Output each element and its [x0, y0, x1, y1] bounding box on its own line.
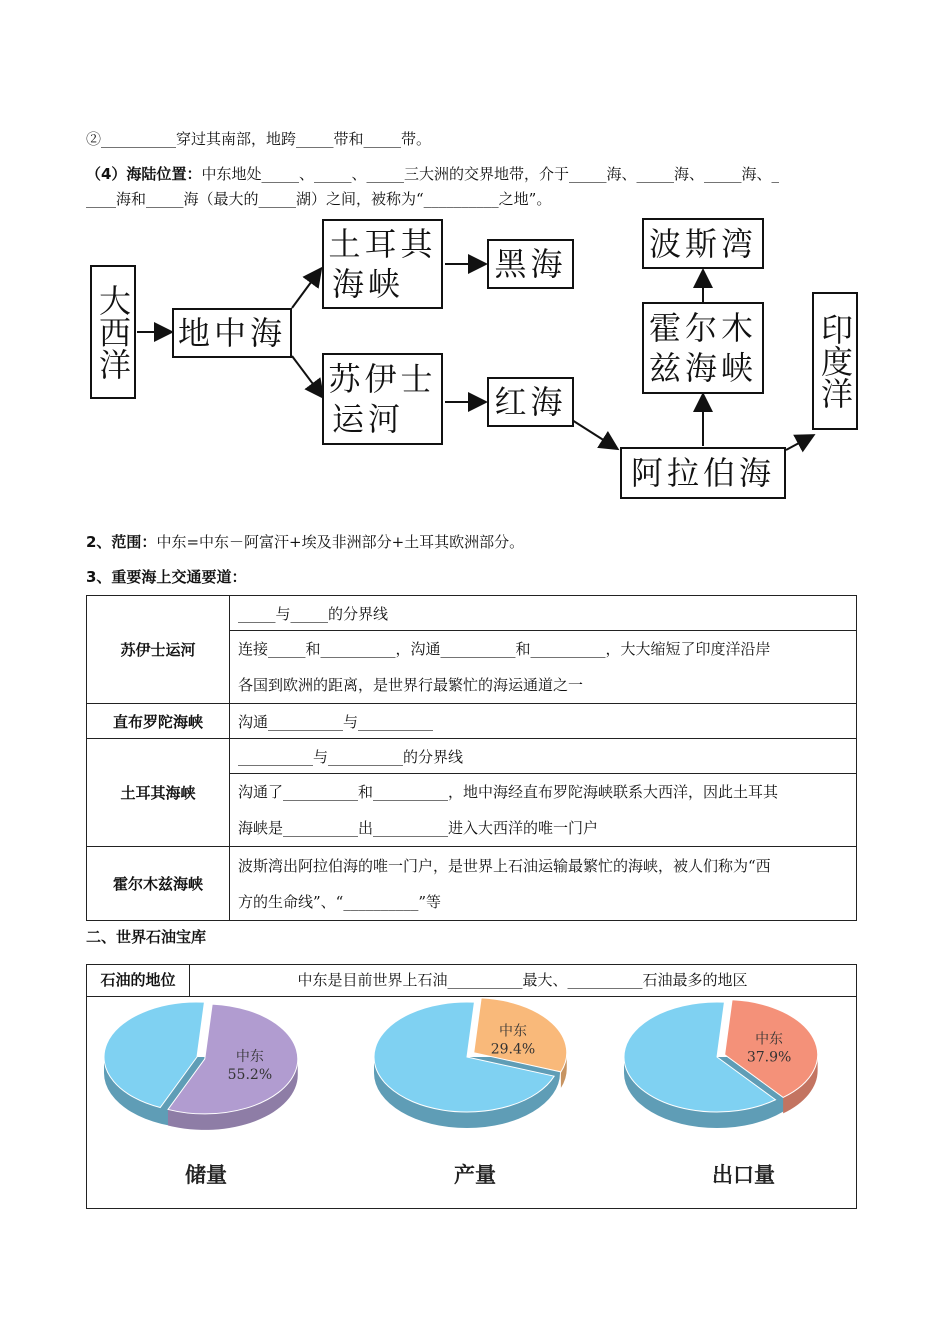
line-scope — [86, 531, 524, 552]
scope-label: 2、范围： — [86, 533, 157, 551]
pie-title-exports: 出口量 — [712, 1163, 775, 1187]
box-atlantic — [90, 265, 136, 399]
box-suez-canal — [322, 353, 443, 445]
suez-row1: _____与_____的分界线 — [230, 596, 857, 631]
flowchart-arrows — [0, 0, 950, 510]
box-black-sea — [487, 239, 574, 289]
hormuz-row1a: 波斯湾出阿拉伯海的唯一门户，是世界上石油运输最繁忙的海峡，被人们称为“西 — [238, 856, 771, 875]
gibraltar-row1: 沟通__________与__________ — [230, 704, 857, 739]
suez-row2a: 连接_____和__________，沟通__________和__________，大大缩短了印度洋沿岸 — [238, 640, 771, 658]
box-turkish-strait — [322, 219, 443, 309]
arrow-arabian-indian — [786, 436, 812, 450]
box-red-sea — [487, 377, 574, 427]
oil-status-box — [86, 964, 857, 1209]
turkish-strait-label-1: 土耳其 — [328, 225, 437, 263]
atlantic-label: 大西洋 — [94, 284, 132, 380]
pie-title-production: 产量 — [454, 1163, 496, 1187]
hormuz-label-2: 兹海峡 — [648, 349, 757, 387]
box-mediterranean — [172, 308, 292, 358]
routes-title: 3、重要海上交通要道： — [86, 568, 247, 586]
scope-text: 中东=中东－阿富汗+埃及非洲部分+土耳其欧洲部分。 — [156, 533, 525, 551]
indian-ocean-label: 印度洋 — [816, 313, 854, 409]
table-row — [87, 847, 857, 921]
turkish-row2b: 海峡是__________出__________进入大西洋的唯一门户 — [238, 819, 599, 837]
box-hormuz-strait — [642, 302, 764, 394]
turkish-row1: __________与__________的分界线 — [230, 739, 857, 774]
turkish-row2 — [230, 774, 857, 847]
line-sea-land-continued: ____海和_____海（最大的_____湖）之间，被称为“__________之地”。 — [86, 190, 552, 208]
hormuz-label-1: 霍尔木 — [648, 309, 757, 347]
pie-reserves-slice-value: 55.2% — [227, 1066, 273, 1083]
red-sea-label: 红海 — [494, 383, 567, 421]
box-indian-ocean — [812, 292, 858, 430]
persian-gulf-label: 波斯湾 — [648, 224, 757, 263]
arrow-redsea-arabian — [572, 420, 616, 448]
pie-production-slice-label: 中东 — [498, 1023, 527, 1040]
turkish-name: 土耳其海峡 — [87, 739, 230, 847]
arrow-mediterranean-suez — [292, 356, 322, 396]
mediterranean-label: 地中海 — [177, 314, 286, 352]
suez-label-1: 苏伊士 — [328, 360, 437, 398]
hormuz-name: 霍尔木兹海峡 — [87, 847, 230, 921]
oil-status-text: 中东是目前世界上石油__________最大、__________石油最多的地区 — [189, 965, 856, 997]
oil-status-head: 石油的地位 — [87, 965, 190, 997]
arrow-mediterranean-turkish — [292, 270, 320, 308]
pie-title-reserves: 储量 — [185, 1163, 227, 1187]
suez-row2 — [230, 631, 857, 704]
oil-title: 二、世界石油宝库 — [86, 928, 207, 946]
suez-row2b: 各国到欧洲的距离，是世界行最繁忙的海运通道之一 — [238, 676, 584, 694]
hormuz-row1b: 方的生命线”、“__________”等 — [238, 892, 442, 911]
gibraltar-name: 直布罗陀海峡 — [87, 704, 230, 739]
pie-exports-slice-label: 中东 — [755, 1031, 784, 1048]
pie-reserves-slice-label: 中东 — [235, 1048, 264, 1065]
turkish-row2a: 沟通了__________和__________，地中海经直布罗陀海峡联系大西洋，因此土耳其 — [238, 783, 779, 801]
box-arabian-sea — [620, 447, 786, 499]
sea-land-text: 中东地处_____、_____、_____三大洲的交界地带，介于_____海、_____海、_____海、_ — [201, 165, 779, 183]
box-persian-gulf — [642, 218, 764, 269]
table-row — [87, 739, 857, 774]
sea-land-label: （4）海陆位置： — [86, 165, 202, 183]
line-hemisphere: ②__________穿过其南部，地跨_____带和_____带。 — [86, 130, 432, 148]
hormuz-row1 — [230, 847, 857, 921]
suez-name: 苏伊士运河 — [87, 596, 230, 704]
turkish-strait-label-2: 海峡 — [332, 265, 405, 303]
pie-exports-slice-value: 37.9% — [746, 1049, 792, 1066]
black-sea-label: 黑海 — [494, 245, 567, 283]
routes-table — [86, 595, 857, 921]
suez-label-2: 运河 — [332, 400, 405, 438]
table-row — [87, 704, 857, 739]
arabian-sea-label: 阿拉伯海 — [630, 454, 775, 492]
pie-production-slice-value: 29.4% — [490, 1041, 536, 1058]
table-row — [87, 596, 857, 631]
